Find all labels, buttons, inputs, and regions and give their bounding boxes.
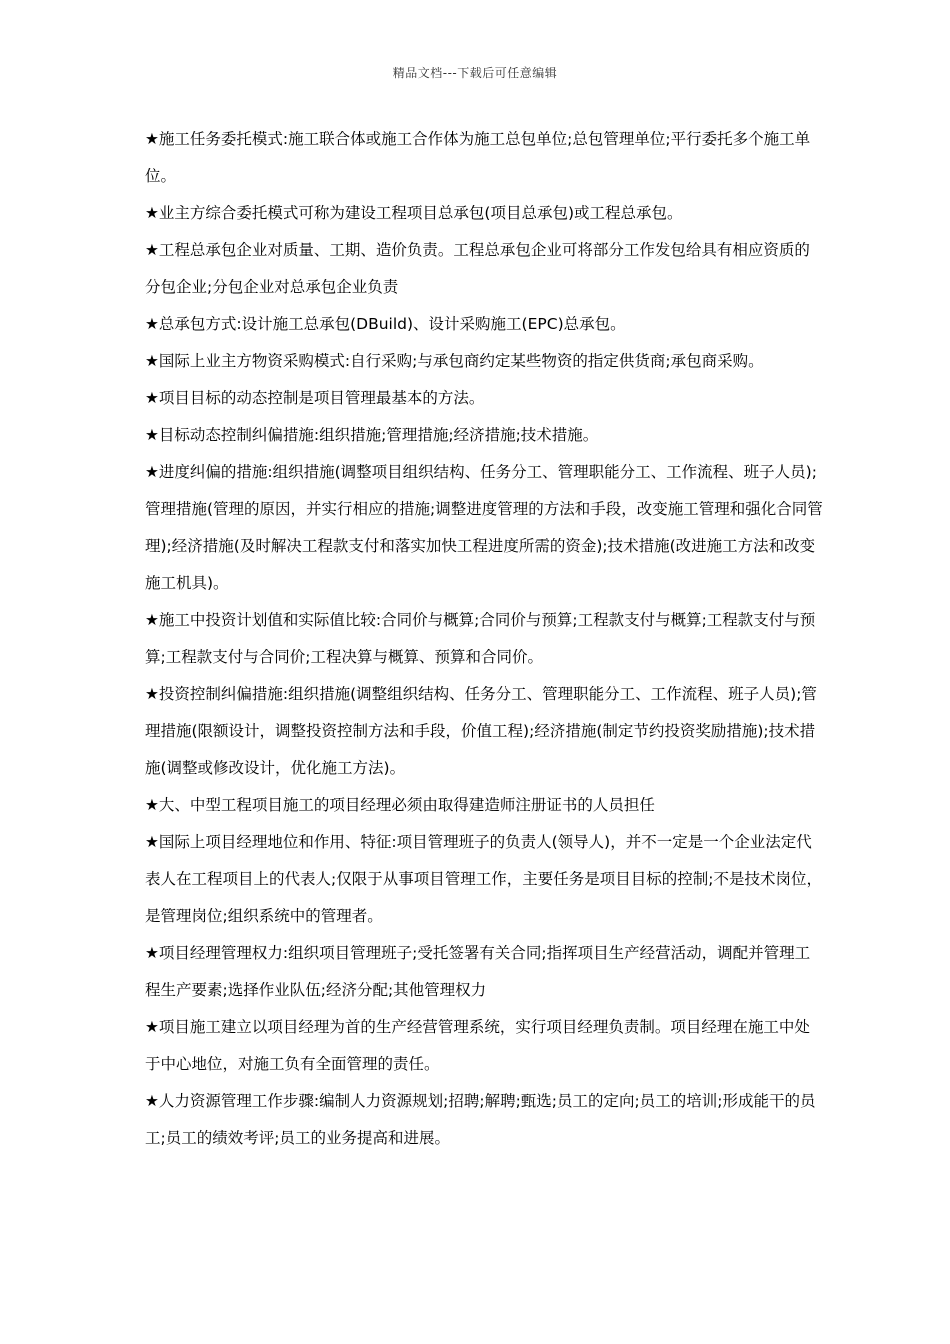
paragraph-schedule-correction: ★进度纠偏的措施:组织措施(调整项目组织结构、任务分工、管理职能分工、工作流程、班子人员);管理措施(管理的原因，并实行相应的措施;调整进度管理的方法和手段，改变施工管理和强化合同管理);经济措施(及时解决工程款支付和落实加快工程进度所需的资金);技术措施(改进施工方法和改变施工机具)。 — [145, 463, 823, 592]
paragraph-contract-methods: ★总承包方式:设计施工总承包(DBuild)、设计采购施工(EPC)总承包。 — [145, 315, 626, 333]
paragraph-investment-comparison: ★施工中投资计划值和实际值比较:合同价与概算;合同价与预算;工程款支付与概算;工程款支付与预算;工程款支付与合同价;工程决算与概算、预算和合同价。 — [145, 611, 816, 666]
paragraph-dynamic-control: ★项目目标的动态控制是项目管理最基本的方法。 — [145, 389, 485, 407]
paragraph-general-contractor: ★工程总承包企业对质量、工期、造价负责。工程总承包企业可将部分工作发包给具有相应资质的分包企业;分包企业对总承包企业负责 — [145, 241, 810, 296]
paragraph-pm-role-international: ★国际上项目经理地位和作用、特征:项目管理班子的负责人(领导人)，并不一定是一个企业法定代表人在工程项目上的代表人;仅限于从事项目管理工作，主要任务是项目目标的控制;不是技术岗位，是管理岗位;组织系统中的管理者。 — [145, 833, 822, 925]
paragraph-hr-steps: ★人力资源管理工作步骤:编制人力资源规划;招聘;解聘;甄选;员工的定向;员工的培训;形成能干的员工;员工的绩效考评;员工的业务提高和进展。 — [145, 1092, 816, 1147]
paragraph-procurement-mode: ★国际上业主方物资采购模式:自行采购;与承包商约定某些物资的指定供货商;承包商采购。 — [145, 352, 764, 370]
page-header: 精品文档---下载后可任意编辑 — [392, 66, 558, 80]
paragraph-investment-correction: ★投资控制纠偏措施:组织措施(调整组织结构、任务分工、管理职能分工、工作流程、班子人员);管理措施(限额设计，调整投资控制方法和手段，价值工程);经济措施(制定节约投资奖励措施);技术措施(调整或修改设计，优化施工方法)。 — [145, 685, 817, 777]
paragraph-correction-measures: ★目标动态控制纠偏措施:组织措施;管理措施;经济措施;技术措施。 — [145, 426, 599, 444]
paragraph-pm-responsibility: ★项目施工建立以项目经理为首的生产经营管理系统，实行项目经理负责制。项目经理在施工中处于中心地位，对施工负有全面管理的责任。 — [145, 1018, 810, 1073]
paragraph-construction-delegation: ★施工任务委托模式:施工联合体或施工合作体为施工总包单位;总包管理单位;平行委托多个施工单位。 — [145, 130, 811, 185]
document-body — [145, 121, 825, 1157]
paragraph-project-manager-qualification: ★大、中型工程项目施工的项目经理必须由取得建造师注册证书的人员担任 — [145, 796, 655, 814]
paragraph-pm-authority: ★项目经理管理权力:组织项目管理班子;受托签署有关合同;指挥项目生产经营活动，调配并管理工程生产要素;选择作业队伍;经济分配;其他管理权力 — [145, 944, 811, 999]
paragraph-owner-delegation: ★业主方综合委托模式可称为建设工程项目总承包(项目总承包)或工程总承包。 — [145, 204, 683, 222]
